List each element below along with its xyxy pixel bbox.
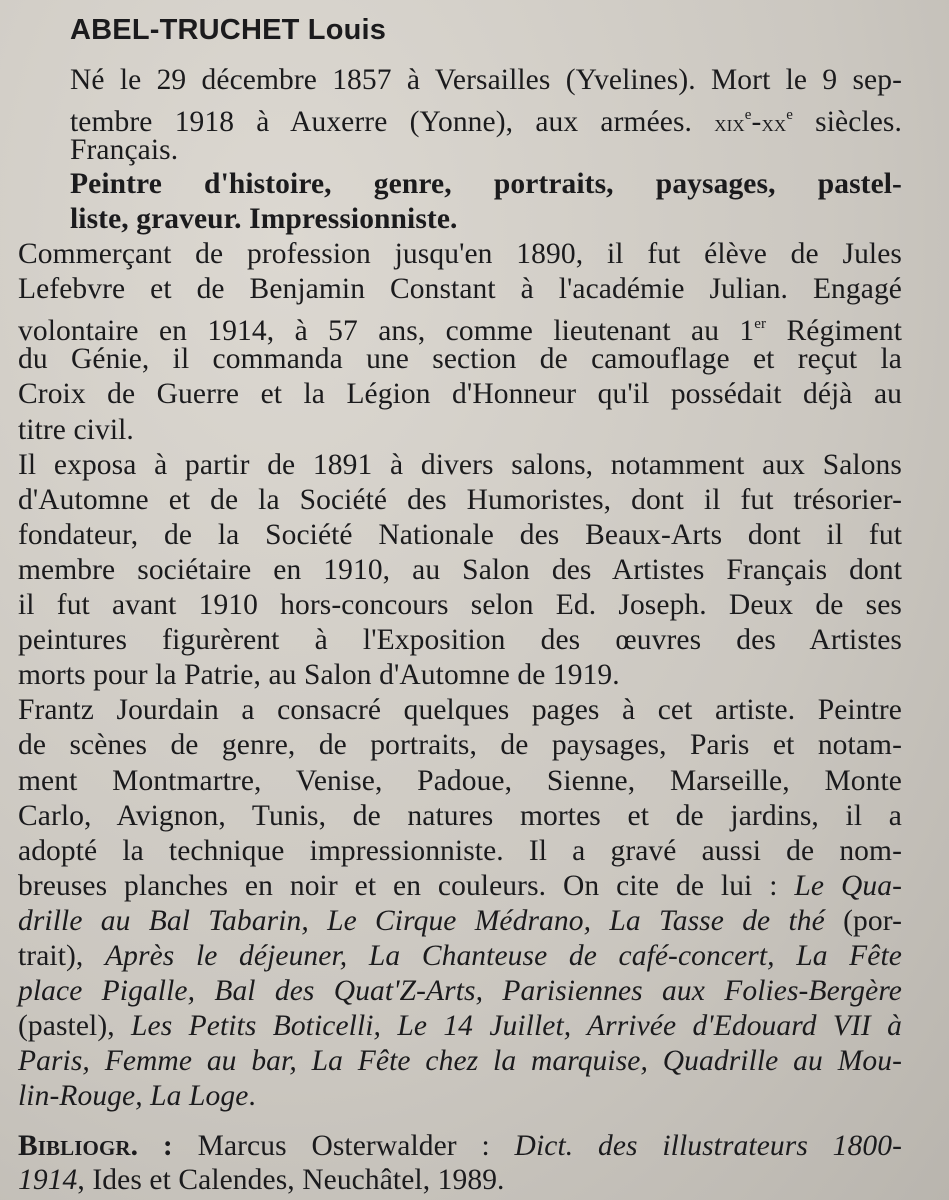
- line-text: trait),: [18, 940, 106, 972]
- text-line: [18, 412, 902, 448]
- line-text: ment Montmartre, Venise, Padoue, Sienne, Marseille, Monte: [18, 764, 902, 797]
- text-line: [18, 376, 902, 412]
- line-text: fondateur, de la Société Nationale des Beaux-Arts dont il fut: [18, 518, 902, 551]
- line-text: -: [751, 106, 762, 138]
- line-text: (por-: [824, 904, 903, 937]
- line-text: de scènes de genre, de portraits, de paysages, Paris et notam-: [18, 729, 902, 762]
- text-line: [18, 236, 902, 272]
- artwork-title: Paris, Femme au bar, La Fête chez la marquise, Quadrille au Mou-: [18, 1045, 902, 1078]
- text-line: [18, 622, 902, 658]
- line-text: tembre 1918 à Auxerre (Yonne), aux armées.: [70, 106, 715, 138]
- line-text: morts pour la Patrie, au Salon d'Automne de 1919.: [18, 659, 620, 692]
- line-text: Carlo, Avignon, Tunis, de natures mortes et de jardins, il a: [18, 799, 902, 832]
- text-line: [18, 1008, 902, 1044]
- artwork-title: drille au Bal Tabarin, Le Cirque Médrano, La Tasse de thé: [18, 904, 825, 937]
- text-line: [18, 517, 902, 553]
- text-line: [18, 341, 902, 377]
- superscript: er: [754, 316, 767, 333]
- line-text: breuses planches en noir et en couleurs. On cite de lui :: [18, 869, 795, 902]
- bibliography-title: 1914: [18, 1164, 78, 1196]
- text-line: [18, 938, 902, 974]
- bibliography-text: Marcus Osterwalder :: [172, 1130, 515, 1162]
- line-text: Commerçant de profession jusqu'en 1890, il fut élève de Jules: [18, 238, 902, 270]
- superscript: e: [786, 107, 793, 123]
- text-line: [18, 552, 902, 588]
- bibliography-line: [18, 1162, 902, 1198]
- text-line: [70, 201, 902, 237]
- text-line: [18, 447, 902, 483]
- bibliography-line: [18, 1128, 902, 1164]
- line-text: Français.: [70, 134, 179, 166]
- line-text: (pastel),: [18, 1010, 132, 1043]
- text-line: [18, 973, 902, 1009]
- artwork-title: place Pigalle, Bal des Quat'Z-Arts, Parisiennes aux Folies-Bergère: [18, 975, 902, 1008]
- text-line: [18, 692, 902, 728]
- text-line: [18, 868, 902, 904]
- text-line: [18, 271, 902, 307]
- category-text: liste, graveur. Impressionniste.: [70, 203, 458, 235]
- text-line: [18, 1078, 902, 1114]
- entry-heading: ABEL-TRUCHET Louis: [70, 14, 387, 46]
- text-line: [70, 132, 902, 168]
- line-text: membre sociétaire en 1910, au Salon des Artistes Français dont: [18, 553, 902, 586]
- superscript: e: [744, 107, 752, 123]
- line-text: volontaire en 1914, à 57 ans, comme lieutenant au 1: [18, 315, 755, 348]
- artwork-title: Le Qua-: [794, 869, 902, 902]
- text-line: [18, 727, 902, 763]
- line-text: il fut avant 1910 hors-concours selon Ed. Joseph. Deux de ses: [18, 589, 902, 621]
- line-text: Il exposa à partir de 1891 à divers salons, notamment aux Salons: [18, 448, 902, 481]
- bibliography-title: Dict. des illustrateurs 1800-: [514, 1130, 903, 1162]
- text-line: [18, 798, 902, 834]
- line-text: Croix de Guerre et la Légion d'Honneur qu'il possédait déjà au: [18, 378, 902, 411]
- line-text: siècles.: [792, 106, 902, 138]
- line-text: Régiment: [766, 315, 902, 348]
- line-text: du Génie, il commanda une section de camouflage et reçut la: [18, 343, 902, 376]
- line-text: peintures figurèrent à l'Exposition des œuvres des Artistes: [18, 624, 902, 657]
- line-text: titre civil.: [18, 413, 134, 446]
- text-line: [70, 166, 902, 202]
- text-line: [18, 482, 902, 518]
- line-text: .: [248, 1080, 256, 1113]
- line-text: adopté la technique impressionniste. Il a gravé aussi de nom-: [18, 834, 902, 867]
- text-line: [18, 657, 902, 693]
- text-line: [18, 763, 902, 799]
- text-line: [18, 587, 902, 623]
- artwork-title: Après le déjeuner, La Chanteuse de café-concert, La Fête: [105, 940, 902, 972]
- century-numeral: xix: [714, 111, 745, 137]
- line-text: Frantz Jourdain a consacré quelques pages à cet artiste. Peintre: [18, 694, 902, 727]
- category-text: Peintre d'histoire, genre, portraits, paysages, pastel-: [70, 168, 902, 200]
- line-text: d'Automne et de la Société des Humoristes, dont il fut trésorier-: [18, 483, 902, 516]
- artwork-title: lin-Rouge, La Loge: [18, 1080, 249, 1113]
- text-line: [18, 903, 902, 939]
- bibliography-label: Bibliogr. :: [18, 1130, 173, 1162]
- bibliography-text: , Ides et Calendes, Neuchâtel, 1989.: [77, 1164, 505, 1196]
- text-line: [18, 1043, 902, 1079]
- artwork-title: Les Petits Boticelli, Le 14 Juillet, Arrivée d'Edouard VII à: [131, 1010, 902, 1043]
- text-line: [70, 62, 902, 98]
- line-text: Lefebvre et de Benjamin Constant à l'académie Julian. Engagé: [18, 273, 902, 306]
- line-text: Né le 29 décembre 1857 à Versailles (Yvelines). Mort le 9 sep-: [70, 64, 902, 96]
- text-line: [18, 833, 902, 869]
- century-numeral: xx: [761, 111, 787, 137]
